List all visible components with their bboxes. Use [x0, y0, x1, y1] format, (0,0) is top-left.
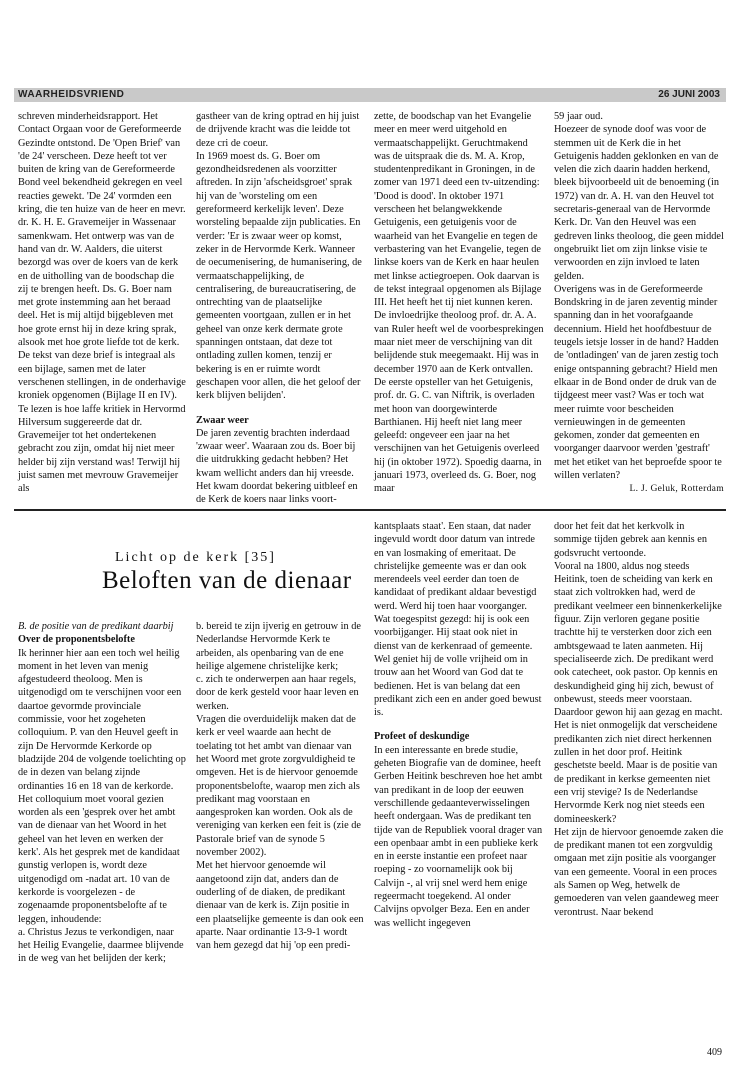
article-column-1 [18, 620, 186, 966]
top-column-4 [554, 110, 724, 496]
top-column-3 [374, 110, 544, 496]
article-column-4 [554, 520, 724, 919]
issue-date: 26 JUNI 2003 [658, 89, 720, 100]
paragraph: zette, de boodschap van het Evangelie meer en meer werd uitgehold en vermaatschappelijkt. Geruchtmakend was de uitspraak die ds. M. A. Krop, studentenpredikant in Groningen, in de zomer van 1971 deed een tv-uitzending: 'Dood is dood'. In oktober 1971 verscheen het belangwekkende Getuigenis, een getuigenis voor de waarheid van het Evangelie en tegen de verbastering van het Evangelie, tegen de linkse koers van de Kerk en haar heulen met linkse actiegroepen. Ook daarvan is de tekst integraal opgenomen als Bijlage III. Het heeft het tij niet kunnen keren. De invloedrijke theoloog prof. dr. A. A. van Ruler heeft wel de voorbesprekingen maar niet meer de verschijning van dit belijdende stuk meegemaakt. Hij was in december 1970 aan de Kerk ontvallen. De eerste opsteller van het Getuigenis, prof. dr. G. C. van Niftrik, is overladen met hoon van doorgewinterde Barthianen. Hij heeft niet lang meer geleefd: ongeveer een jaar na het verschijnen van het Getuigenis overleed hij (in oktober 1972). Spoedig daarna, in januari 1973, overleed ds. G. Boer, nog maar [374, 111, 544, 495]
section-divider [14, 509, 726, 511]
paragraph: schreven minderheidsrapport. Het Contact Orgaan voor de Gereformeerde Gezindte ontstond. De 'Open Brief' van 'de 24' verscheen. Deze heeft tot ver buiten de kring van de Gereformeerde Bond veel bekendheid gekregen en veel reacties gewekt. 'De 24' vormden een kring, die ten huize van de heer en mevr. dr. K. H. E. Gravemeijer in Wassenaar samenkwam. Het ontwerp was van de hand van dr. W. Aalders, die uiterst bezorgd was over de koers van de kerk en de uitholling van de boodschap die zij te brengen heeft. Ds. G. Boer nam met grote instemming aan het beraad deel. Het is mij altijd bijgebleven met hoe grote ernst hij in deze kring sprak, alsook met hoe grote liefde tot de kerk. [18, 111, 186, 349]
paragraph: Het zijn de hiervoor genoemde zaken die de predikant manen tot een zorgvuldig omgaan met zijn positie als voorganger van een gemeente. Vooral in een proces als Samen op Weg, hetwelk de gemoederen van velen gaandeweg meer verontrust. Naar bekend [554, 826, 724, 918]
article-column-2 [196, 620, 364, 952]
paragraph: kantsplaats staat'. Een staan, dat nader ingevuld wordt door datum van intrede en van losmaking of emeritaat. De christelijke gemeente was er dan ook merendeels veel eerder dan toen de kandidaat of predikant aldaar bevestigd werd. Werd hij toen haar voorganger. Wat toegespitst gezegd: hij is ook een voorbijganger. Hij staat ook niet in dienst van de kerkenraad of gemeente. Wel geniet hij de volle vrijheid om in trouw aan het Woord van God dat te bedienen. Het is van belang dat een predikant zich een en ander goed bewust is. [374, 521, 542, 719]
publication-name: WAARHEIDSVRIEND [18, 89, 125, 100]
paragraph: In een interessante en brede studie, geheten Biografie van de dominee, heeft Gerben Heitink beschreven hoe het ambt van predikant in de loop der eeuwen verschillende gedaanteverwisselingen heeft ondergaan. Was de predikant ten tijde van de Republiek vooral drager van een openbaar ambt in een publieke kerk en in eerste instantie een profeet naar roeping - zo voornamelijk ook bij Calvijn -, al vrij snel werd hem enige regeermacht toegekend. Al onder Calvijns opvolger Beza. Een en ander was wellicht ingegeven [374, 744, 543, 929]
paragraph: De jaren zeventig brachten inderdaad 'zwaar weer'. Waaraan zou ds. Boer bij die uitdrukking gedacht hebben? Het kwam wellicht anders dan hij vreesde. Het kwam doordat bekering uitbleef en de Kerk de koers naar links voort- [196, 427, 358, 506]
paragraph: a. Christus Jezus te verkondigen, naar het Heilig Evangelie, daarmee blijvende in de weg van het belijden der kerk; [18, 926, 184, 965]
paragraph: Met het hiervoor genoemde wil aangetoond zijn dat, anders dan de ouderling of de diaken, de predikant dienaar van de kerk is. Zijn positie in een plaatselijke gemeente is dan ook een aparte. Naar ordinantie 13-9-1 wordt van hem gezegd dat hij 'op een predi- [196, 860, 364, 952]
section-heading: Zwaar weer [196, 414, 249, 426]
paragraph: In 1969 moest ds. G. Boer om gezondheidsredenen als voorzitter aftreden. In zijn 'afscheidsgroet' sprak hij van de 'worsteling om een gereformeerd kerkelijk leven'. Deze worsteling bepaalde zijn publicaties. En verder: 'Er is zwaar weer op komst, zeker in de Hervormde Kerk. Wanneer de oecumenisering, de humanisering, de vermaatschappelijking, de centralisering, de bureaucratisering, de ontrechting van de plaatselijke gemeenten voortgaan, zullen er in het geheel van onze kerk dermate grote spanningen ontstaan, dat deze tot ontlading zullen komen, tenzij er bekering is en er ruimte wordt geschapen voor allen, die het geloof der kerk blijven belijden'. [196, 150, 362, 402]
paragraph: Hoezeer de synode doof was voor de stemmen uit de Kerk die in het Getuigenis hadden geklonken en van de velen die zich daarin hadden herkend, bleek bijvoorbeeld uit de benoeming (in 1972) van dr. A. H. van den Heuvel tot secretaris-generaal van de Hervormde Kerk. Dr. Van den Heuvel was een gedreven links theoloog, die geen middel ongebruikt liet om zijn linkse visie te verwoorden en zijn invloed te laten gelden. [554, 124, 724, 282]
paragraph: Ik herinner hier aan een toch wel heilig moment in het leven van menig afgestudeerd theoloog. Men is uitgenodigd om te verschijnen voor een daartoe gevormde provinciale commissie, voor het zogeheten colloquium. P. van den Heuvel geeft in zijn De Hervormde Kerkorde op bladzijde 204 de volgende toelichting op de in dezen van belang zijnde ordinanties 16 en 18 van de kerkorde. Het colloquium moet vooral gezien worden als een 'gesprek over het ambt van de dienaar van het Woord in het geheel van het leven en werken der kerk'. Als het gesprek met de kandidaat gunstig verlopen is, wordt deze uitgenodigd om -nadat art. 10 van de kerkorde is voorgelezen - de zogenaamde proponentsbelofte af te leggen, inhoudende: [18, 647, 186, 925]
section-heading: Over de proponentsbelofte [18, 634, 135, 646]
top-column-1 [18, 110, 186, 496]
section-subtitle: B. de positie van de predikant daarbij [18, 621, 174, 632]
paragraph: b. bereid te zijn ijverig en getrouw in de Nederlandse Hervormde Kerk te arbeiden, als openbaring van de ene heilige algemene christelijke kerk; [196, 621, 361, 672]
section-heading: Profeet of deskundige [374, 731, 470, 743]
top-column-2 [196, 110, 364, 507]
article-title: Beloften van de dienaar [102, 567, 352, 594]
paragraph: Het is niet onmogelijk dat verscheidene predikanten zich niet direct herkennen zullen in het door prof. Heitink geschetste beeld. Maar is de positie van de predikant in kerkse gemeenten niet een vrij stevige? Is de Nederlandse Hervormde Kerk nog niet steeds een domineeskerk? [554, 720, 718, 825]
paragraph: gastheer van de kring optrad en hij juist de drijvende kracht was die leidde tot deze cri de coeur. [196, 111, 360, 149]
paragraph: door het feit dat het kerkvolk in sommige tijden gebrek aan kennis en godsvrucht vertoonde. [554, 521, 707, 559]
paragraph: 59 jaar oud. [554, 111, 603, 122]
page-number: 409 [707, 1047, 722, 1058]
article-column-3 [374, 520, 544, 930]
paragraph: Overigens was in de Gereformeerde Bondskring in de jaren zeventig minder spanning dan in het voorafgaande decennium. Hield het hoofdbestuur de teugels ietsje losser in de hand? Hadden de 'ontladingen' van de jaren zestig toch enige ontspanning gebracht? Hield men elkaar in de Bond onder de druk van de tijdgeest meer vast? Was er toch wat meer ruimte voor bescheiden vernieuwingen in de gemeenten gekomen, zonder dat gemeenten en voorganger daarvoor werden 'gestraft' met het etiket van het beproefde spoor te willen verlaten? [554, 283, 722, 482]
author-signature: L. J. Geluk, Rotterdam [629, 483, 724, 495]
series-kicker: Licht op de kerk [35] [115, 550, 276, 565]
paragraph: c. zich te onderwerpen aan haar regels, door de kerk gesteld voor haar leven en werken. [196, 674, 359, 712]
paragraph: De tekst van deze brief is integraal als een bijlage, samen met de later verschenen stellingen, in de onderhavige kroniek opgenomen (Bijlage II en IV). Te lezen is hoe laffe kritiek in Hervormd Hilversum suggereerde dat dr. Gravemeijer tot het ondertekenen gebracht zou zijn, omdat hij niet meer helder bij zijn verstand was! Terwijl hij juist samen met mevrouw Gravemeijer als [18, 350, 186, 495]
paragraph: Vragen die overduidelijk maken dat de kerk er veel waarde aan hecht de toelating tot het ambt van dienaar van het Woord met grote zorgvuldigheid te omgeven. Het is de hiervoor genoemde proponentsbelofte, waarop men zich als predikant mag voorstaan en aangesproken kan worden. Ook als de vereniging van kerken een feit is (zie de Pastorale brief van de synode 5 november 2002). [196, 714, 361, 859]
page-header [14, 88, 726, 102]
paragraph: Vooral na 1800, aldus nog steeds Heitink, toen de scheiding van kerk en staat zich voltrokken had, werd de predikant veelmeer een binnenkerkelijke figuur. Zijn verloren gegane positie trachtte hij te versterken door zich een ambtsgewaad te laten aanmeten. Hij specialiseerde zich. De predikant werd ook catecheet, ook pastor. Op kennis en deskundigheid ging hij zich, bewust of onbewust, steeds meer voorstaan. Daardoor gewon hij aan gezag en macht. [554, 560, 723, 719]
